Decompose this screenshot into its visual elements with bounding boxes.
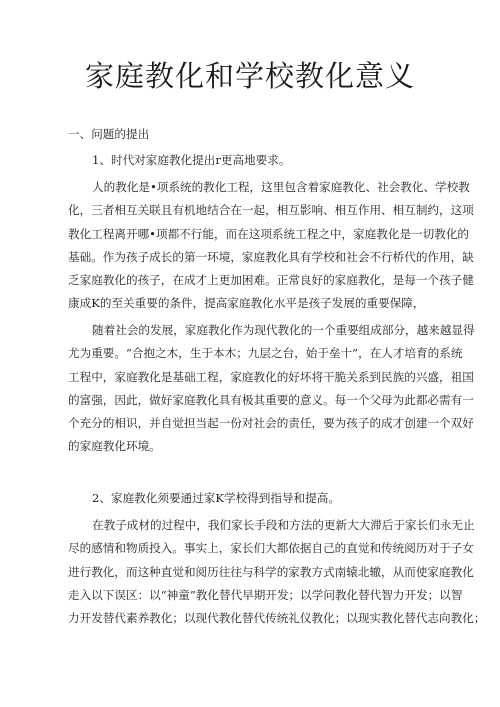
- paragraph-line: 教化工程离开哪•项都不行能，而在这项系统工程之中，家庭教化是一切教化的: [68, 226, 470, 241]
- paragraph-3: [68, 514, 486, 630]
- section-heading: 一、问题的提出: [68, 127, 150, 141]
- paragraph-line: 随着社会的发展，家庭教化作为现代教化的一个重要组成部分，越来越显得: [92, 323, 475, 337]
- paragraph-line: 尽的感情和物质投入。事实上，家长们大都依据自己的直觉和传统阅历对于子女: [68, 541, 474, 556]
- paragraph-line: 化，三者相互关联且有机地结合在一起，相互影响、相互作用、相互制约，这项: [68, 203, 474, 218]
- paragraph-line: 的富强，因此，做好家庭教化具有极其重要的意义。每一个父母为此都必需有一: [68, 392, 474, 407]
- paragraph-line: 个充分的相识，并自觉担当起一份对社会的责任，要为孩子的成才创建一个双好: [68, 416, 474, 431]
- paragraph-line: 工程中，家庭教化是基础工程，家庭教化的好坏将干脆关系到民族的兴盛，祖国: [68, 369, 474, 384]
- paragraph-line: 人的教化是•项系统的教化工程，这里包含着家庭教化、社会教化、学校教: [92, 180, 470, 194]
- paragraph-line: 乏家庭教化的孩子，在成才上更加困难。正常良好的家庭教化，是每一个孩子健: [68, 273, 474, 288]
- paragraph-1: [68, 176, 474, 316]
- paragraph-line: 康成K的至关重要的条件，提高家庭教化水平是孩子发展的重要保障，: [68, 296, 425, 311]
- paragraph-line: 力开发替代素养教化；以现代教化替代传统礼仪教化；以现实教化替代志向教化；: [68, 611, 486, 626]
- paragraph-line: 的家庭教化环境。: [68, 439, 161, 454]
- paragraph-line: 走入以下误区：以“神童”教化替代早期开发；以学问教化替代智力开发；以智: [68, 587, 463, 602]
- paragraph-line: 基础。作为孩子成长的第一环境，家庭教化具有学校和社会不行桥代的作用，缺: [68, 249, 474, 264]
- paragraph-line: 进行教化，而这种直觉和阅历往往与科学的家教方式南辕北辙，从而使家庭教化: [68, 564, 474, 579]
- subsection-heading: 1、时代对家庭教化提出r更高地要求。: [92, 153, 291, 167]
- document-title: 家庭教化和学校教化意义: [84, 59, 415, 93]
- paragraph-line: 在教子成材的过程中，我们家长手段和方法的更新大大滞后于家长们永无止: [92, 518, 475, 532]
- subsection-heading: 2、家庭教化须要通过家K学校得到指导和提高。: [92, 491, 340, 505]
- paragraph-2: [68, 319, 475, 459]
- paragraph-line: 尤为重要。“合抱之木，生于本木；九层之台，始于垒十”，在人才培育的系统: [68, 346, 463, 361]
